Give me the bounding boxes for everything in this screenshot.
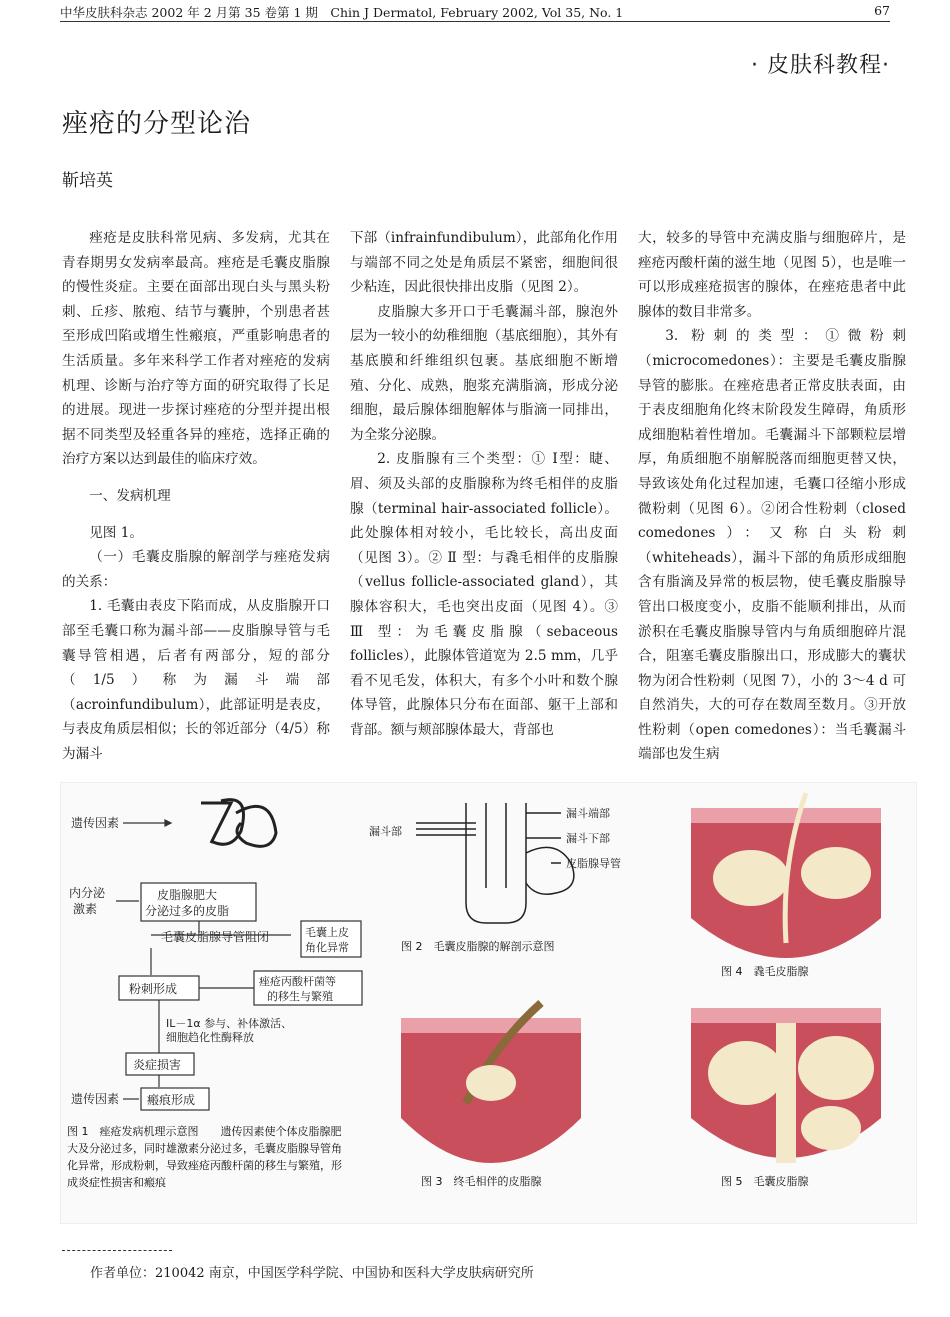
column-2 xyxy=(350,226,618,742)
svg-text:角化异常: 角化异常 xyxy=(305,941,349,954)
paragraph: 2. 皮脂腺有三个类型：① Ⅰ型：睫、眉、须及头部的皮脂腺称为终毛相伴的皮脂腺（terminal hair-associated follicle）。此处腺体相对较小，毛比较长，高出皮面（见图 3）。② Ⅱ 型：与毳毛相伴的皮脂腺（vellus follicle-associated gland），其腺体容积大，毛也突出皮面（见图 4）。③ Ⅲ 型：为毛囊皮脂腺（sebaceous follicles），此腺体管道宽为 2.5 mm，几乎看不见毛发，体积大，有多个小叶和数个腺体导管，此腺体只分布在面部、躯干上部和背部。额与颊部腺体最大，背部也 xyxy=(350,451,618,738)
running-header xyxy=(60,3,890,22)
figure-5-illustration xyxy=(691,1008,881,1163)
section-heading: 一、发病机理 xyxy=(89,487,171,504)
figure-1-caption: 图 1 痤疮发病机理示意图 遗传因素使个体皮脂腺肥大及分泌过多，同时雄激素分泌过多，毛囊皮脂腺导管角化异常，形成粉刺，导致痤疮丙酸杆菌的移生与繁殖，形成炎症性损害和瘢痕 xyxy=(67,1125,342,1189)
fig1-box-comedo: 粉刺形成 xyxy=(129,982,178,996)
fig1-box-scar: 瘢痕形成 xyxy=(147,1093,196,1107)
fig1-label-il: IL－1α 参与、补体激活、 xyxy=(166,1017,293,1030)
paragraph: 3. 粉刺的类型：①微粉刺（microcomedones）：主要是毛囊皮脂腺导管的膨胀。在痤疮患者正常皮肤表面，由于表皮细胞角化终末阶段发生障碍，角质形成细胞粘着性增加。毛囊漏斗下部颗粒层增厚，角质细胞不崩解脱落而细胞更替又快，导致该处角化过程加速，毛囊口径缩小形成微粉刺（见图 6）。②闭合性粉刺（closed comedones）：又称白头粉刺（whiteheads），漏斗下部的角质形成细胞含有脂滴及异常的板层物，使毛囊皮脂腺导管出口极度变小，皮脂不能顺利排出，从而淤积在毛囊皮脂腺导管内与角质细胞碎片混合，阻塞毛囊皮脂腺出口，形成膨大的囊状物为闭合性粉刺（见图 7），小的 3～4 d 可自然消失，大的可存在数周至数月。③开放性粉刺（open comedones）：当毛囊漏斗端部也发生病 xyxy=(638,328,906,763)
paragraph: 大，较多的导管中充满皮脂与细胞碎片，是痤疮丙酸杆菌的滋生地（见图 5），也是唯一可以形成痤疮损害的腺体，在痤疮患者中此腺体的数目非常多。 xyxy=(638,230,906,320)
column-1 xyxy=(62,226,330,766)
figure-2-diagram xyxy=(369,803,621,923)
paragraph: 皮脂腺大多开口于毛囊漏斗部，腺泡外层为一较小的幼稚细胞（基底细胞），其外有基底膜和纤维组织包裹。基底细胞不断增殖、分化、成熟，胞浆充满脂滴，形成分泌细胞，最后腺体细胞解体与脂滴一同排出，为全浆分泌腺。 xyxy=(350,303,618,443)
figure-4-illustration xyxy=(691,793,881,958)
article-author: 靳培英 xyxy=(62,171,113,191)
svg-text:分泌过多的皮脂: 分泌过多的皮脂 xyxy=(145,904,230,918)
fig1-caption-wrap xyxy=(67,1123,347,1218)
figure-panel xyxy=(60,782,917,1224)
figure-4-caption: 图 4 毳毛皮脂腺 xyxy=(721,965,809,978)
figure-3-illustration xyxy=(401,1003,581,1163)
fig2-label-duct: 皮脂腺导管 xyxy=(566,857,621,870)
article-title: 痤疮的分型论治 xyxy=(62,109,252,139)
paragraph: 痤疮是皮肤科常见病、多发病，尤其在青春期男女发病率最高。痤疮是毛囊皮脂腺的慢性炎症。主要在面部出现白头与黑头粉刺、丘疹、脓疱、结节与囊肿，个别患者甚至形成凹陷或增生性瘢痕，严重影响患者的生活质量。多年来科学工作者对痤疮的发病机理、诊断与治疗等方面的研究取得了长足的进展。现进一步探讨痤疮的分型并提出根据不同类型及轻重各异的痤疮，选择正确的治疗方案以达到最佳的临床疗效。 xyxy=(62,230,330,468)
fig1-box-gland: 皮脂腺肥大 xyxy=(157,888,218,902)
fig1-label-genetic: 遗传因素 xyxy=(71,816,120,830)
fig2-label-infundibulum: 漏斗部 xyxy=(369,825,402,838)
fig1-box-duct-block: 毛囊皮脂腺导管阻闭 xyxy=(161,930,270,944)
fig1-label-genetic-2: 遗传因素 xyxy=(71,1092,120,1106)
fig1-box-inflammation: 炎症损害 xyxy=(133,1058,182,1072)
column-3 xyxy=(638,226,906,767)
svg-text:细胞趋化性酶释放: 细胞趋化性酶释放 xyxy=(166,1031,254,1044)
figure-2-caption: 图 2 毛囊皮脂腺的解剖示意图 xyxy=(401,940,555,953)
svg-text:的移生与繁殖: 的移生与繁殖 xyxy=(267,990,333,1003)
fig2-label-acro: 漏斗端部 xyxy=(566,807,610,820)
paragraph: 见图 1。 xyxy=(89,524,143,541)
paragraph: 1. 毛囊由表皮下陷而成，从皮脂腺开口部至毛囊口称为漏斗部——皮脂腺导管与毛囊导管相遇，后者有两部分，短的部分（1/5）称为漏斗端部（acroinfundibulum），此部证明是表皮，与表皮角质层相似；长的邻近部分（4/5）称为漏斗 xyxy=(62,598,330,762)
subheading: （一）毛囊皮脂腺的解剖学与痤疮发病的关系： xyxy=(62,549,330,590)
figure-1-flowchart xyxy=(69,800,362,1110)
fig2-label-infra: 漏斗下部 xyxy=(566,832,610,845)
journal-citation: 中华皮肤科杂志 2002 年 2 月第 35 卷第 1 期 Chin J Dermatol, February 2002, Vol 35, No. 1 xyxy=(60,5,624,20)
fig1-box-bacteria: 痤疮丙酸杆菌等 xyxy=(259,975,336,988)
svg-text:激素: 激素 xyxy=(73,902,98,916)
fig1-label-endocrine: 内分泌 xyxy=(69,886,106,900)
footnote-rule xyxy=(62,1250,172,1251)
figure-3-caption: 图 3 终毛相伴的皮脂腺 xyxy=(421,1175,542,1188)
paragraph: 下部（infrainfundibulum），此部角化作用与端部不同之处是角质层不紧密，细胞间很少粘连，因此很快排出皮脂（见图 2）。 xyxy=(350,230,618,296)
section-label: · 皮肤科教程· xyxy=(751,53,890,78)
fig1-box-keratin: 毛囊上皮 xyxy=(305,926,349,939)
page-number: 67 xyxy=(874,3,890,18)
figure-5-caption: 图 5 毛囊皮脂腺 xyxy=(721,1175,809,1188)
footnote: 作者单位：210042 南京，中国医学科学院、中国协和医科大学皮肤病研究所 xyxy=(90,1266,534,1281)
